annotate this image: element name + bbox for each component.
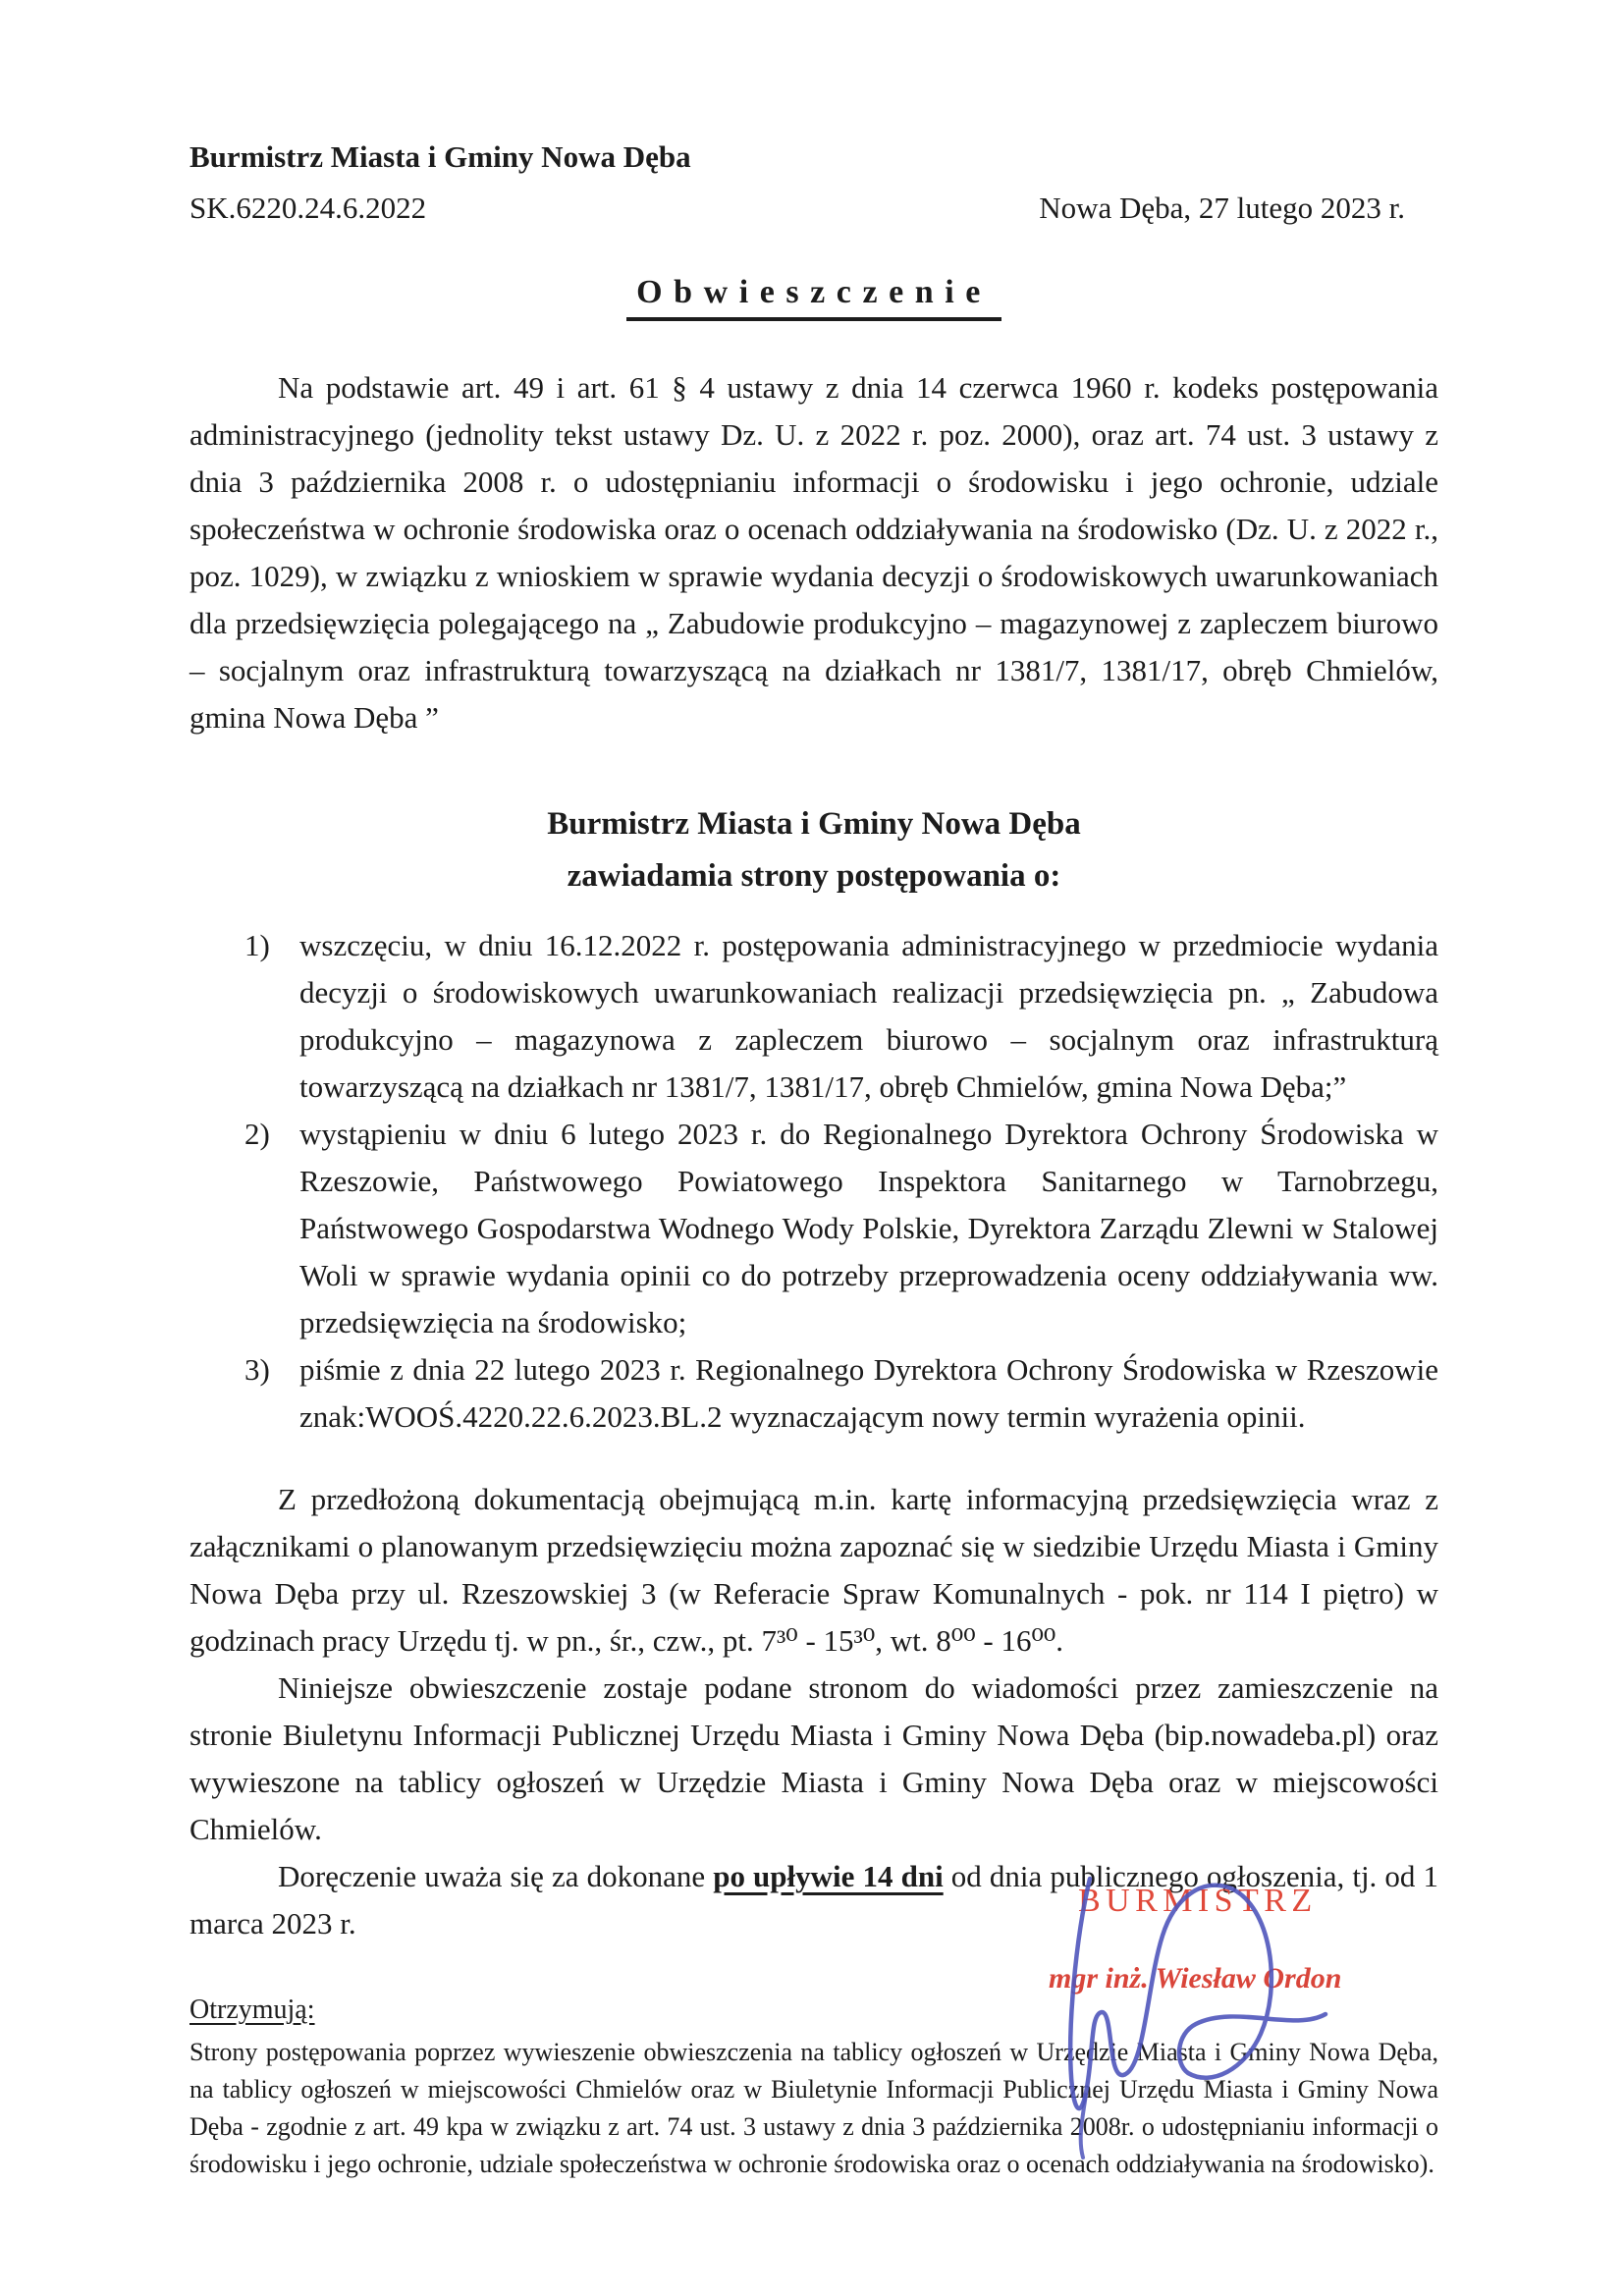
documentation-paragraph: Z przedłożoną dokumentacją obejmującą m.in. kartę informacyjną przedsięwzięcia wraz z załącznikami o planowanym przedsięwzięciu można zapoznać się w siedzibie Urzędu Miasta i Gminy Nowa Dęba przy ul. Rzeszowskiej 3 (w Referacie Spraw Komunalnych - pok. nr 114 I piętro) w godzinach pracy Urzędu tj. w pn., śr., czw., pt. 7³⁰ - 15³⁰, wt. 8⁰⁰ - 16⁰⁰. [189, 1482, 1438, 1658]
document-title: Obwieszczenie [626, 273, 1001, 321]
list-item-text: piśmie z dnia 22 lutego 2023 r. Regionalnego Dyrektora Ochrony Środowiska w Rzeszowie znak:WOOŚ.4220.22.6.2023.BL.2 wyznaczającym nowy termin wyrażenia opinii. [299, 1352, 1438, 1434]
notice-list [189, 922, 1438, 1441]
notice-heading-line1: Burmistrz Miasta i Gminy Nowa Dęba [547, 806, 1081, 842]
notice-heading [189, 798, 1438, 902]
recipients-text: Strony postępowania poprzez wywieszenie obwieszczenia na tablicy ogłoszeń w Urzędzie Miasta i Gminy Nowa Dęba, na tablicy ogłoszeń w miejscowości Chmielów oraz w Biuletynie Informacji Publicznej Urzędu Miasta i Gminy Nowa Dęba - zgodnie z art. 49 kpa w związku z art. 74 ust. 3 ustawy z dnia 3 października 2008r. o udostępnianiu informacji o środowisku i jego ochronie, udziale społeczeństwa w ochronie środowiska oraz o ocenach oddziaływania na środowisko). [189, 2038, 1438, 2178]
list-item [189, 1111, 1438, 1346]
list-item-marker: 2) [244, 1117, 270, 1151]
list-item-text: wystąpieniu w dniu 6 lutego 2023 r. do Regionalnego Dyrektora Ochrony Środowiska w Rzeszowie, Państwowego Powiatowego Inspektora Sanitarnego w Tarnobrzegu, Państwowego Gospodarstwa Wodnego Wody Polskie, Dyrektora Zarządu Zlewni w Stalowej Woli w sprawie wydania opinii co do potrzeby przeprowadzenia oceny oddziaływania ww. przedsięwzięcia na środowisko; [299, 1117, 1438, 1339]
stamp-role-title: BURMISTRZ [1078, 1883, 1318, 1919]
delivery-deadline: po upływie 14 dni [713, 1859, 944, 1893]
issuer-name: Burmistrz Miasta i Gminy Nowa Dęba [189, 139, 691, 174]
publication-paragraph: Niniejsze obwieszczenie zostaje podane stronom do wiadomości przez zamieszczenie na stronie Biuletynu Informacji Publicznej Urzędu Miasta i Gminy Nowa Dęba (bip.nowadeba.pl) oraz wywieszone na tablicy ogłoszeń w Urzędzie Miasta i Gminy Nowa Dęba oraz w miejscowości Chmielów. [189, 1670, 1438, 1846]
document-content [189, 0, 1438, 2183]
signature-block [990, 1883, 1402, 1996]
delivery-suffix: od dnia publicznego ogłoszenia, tj. od 1 marca 2023 r. [189, 1859, 1438, 1941]
case-number: SK.6220.24.6.2022 [189, 191, 427, 225]
stamp-signer-name: mgr inż. Wiesław Ordon [1049, 1962, 1342, 1995]
delivery-prefix: Doręczenie uważa się za dokonane [278, 1859, 714, 1893]
delivery-paragraph [189, 1853, 1438, 1995]
legal-basis-paragraph: Na podstawie art. 49 i art. 61 § 4 ustawy z dnia 14 czerwca 1960 r. kodeks postępowania administracyjnego (jednolity tekst ustawy Dz. U. z 2022 r. poz. 2000), oraz art. 74 ust. 3 ustawy z dnia 3 października 2008 r. o udostępnianiu informacji o środowisku i jego ochronie, udziale społeczeństwa w ochronie środowiska oraz o ocenach oddziaływania na środowisko (Dz. U. z 2022 r., poz. 1029), w związku z wnioskiem w sprawie wydania decyzji o środowiskowych uwarunkowaniach dla przedsięwzięcia polegającego na „ Zabudowie produkcyjno – magazynowej z zapleczem biurowo – socjalnym oraz infrastrukturą towarzyszącą na działkach nr 1381/7, 1381/17, obręb Chmielów, gmina Nowa Dęba ” [189, 370, 1438, 735]
list-item-marker: 3) [244, 1352, 270, 1387]
list-item-marker: 1) [244, 928, 270, 962]
list-item-text: wszczęciu, w dniu 16.12.2022 r. postępowania administracyjnego w przedmiocie wydania decyzji o środowiskowych uwarunkowaniach realizacji przedsięwzięcia pn. „ Zabudowa produkcyjno – magazynowa z zapleczem biurowo – socjalnym oraz infrastrukturą towarzyszącą na działkach nr 1381/7, 1381/17, obręb Chmielów, gmina Nowa Dęba;” [299, 928, 1438, 1104]
place-and-date: Nowa Dęba, 27 lutego 2023 r. [1039, 191, 1405, 225]
notice-heading-line2: zawiadamia strony postępowania o: [567, 858, 1061, 894]
reference-row [189, 189, 1438, 228]
info-block [189, 1476, 1438, 1995]
list-item [189, 1346, 1438, 1441]
list-item [189, 922, 1438, 1111]
recipients-label: Otrzymują: [189, 1995, 315, 2025]
